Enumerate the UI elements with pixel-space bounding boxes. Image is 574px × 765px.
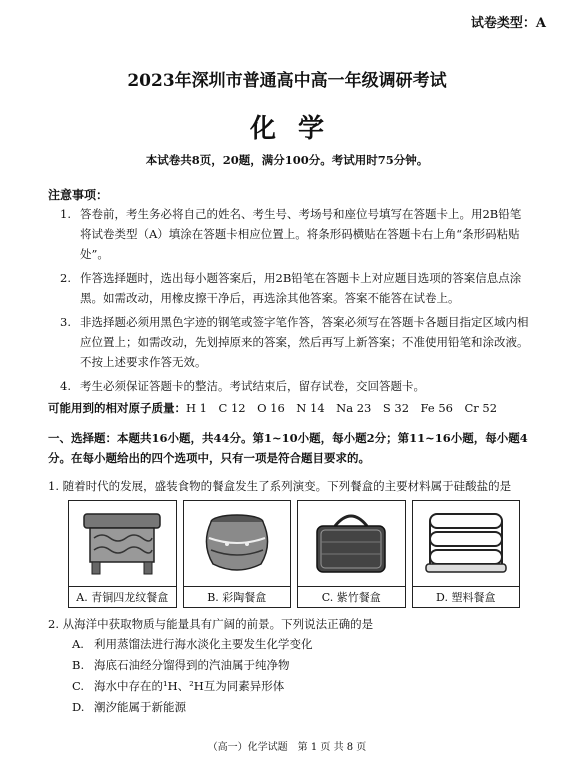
notice-item: 2. 作答选择题时，选出每小题答案后，用2B铅笔在答题卡上对应题目选项的答案信息点涂黑。如需改动，用橡皮擦干净后，再选涂其他答案。答案不能答在试卷上。: [60, 271, 522, 305]
question-1-stem: 1. 随着时代的发展，盛装食物的餐盒发生了系列演变。下列餐盒的主要材料属于硅酸盐的是: [48, 479, 512, 493]
pottery-bowl-icon: [187, 504, 287, 584]
question-2-stem: 2. 从海洋中获取物质与能量具有广阔的前景。下列说法正确的是: [48, 617, 374, 631]
notice-heading: 注意事项：: [48, 188, 109, 202]
option-d-label: D. 塑料餐盒: [413, 586, 520, 607]
option-a-label: A. 青铜四龙纹餐盒: [69, 586, 176, 607]
page-footer: （高一）化学试题 第 1 页 共 8 页: [207, 742, 367, 753]
option-b-box: [183, 500, 292, 608]
option-d-box: [412, 500, 521, 608]
section-heading: 一、选择题：本题共16小题，共44分。第1~10小题，每小题2分；第11~16小题，每小题4分。在每小题给出的四个选项中，只有一项是符合题目要求的。: [48, 431, 528, 465]
atomic-masses-label: 可能用到的相对原子质量：: [48, 401, 186, 415]
atomic-masses-values: H 1 C 12 O 16 N 14 Na 23 S 32 Fe 56 Cr 52: [186, 401, 498, 415]
option-a: A. 利用蒸馏法进行海水淡化主要发生化学变化: [72, 637, 313, 651]
exam-title: 2023年深圳市普通高中高一年级调研考试: [127, 71, 447, 91]
option-c-label: C. 紫竹餐盒: [298, 586, 405, 607]
question-1-options: [68, 500, 520, 608]
option-d: D. 潮汐能属于新能源: [72, 700, 186, 714]
option-c: C. 海水中存在的¹H、²H互为同素异形体: [72, 679, 285, 693]
option-b: B. 海底石油经分馏得到的汽油属于纯净物: [72, 658, 290, 672]
bamboo-basket-icon: [301, 504, 401, 584]
option-b-label: B. 彩陶餐盒: [184, 586, 291, 607]
subject-title: 化学: [249, 114, 346, 144]
question-2-options: [72, 634, 313, 718]
notice-item: 4. 考生必须保证答题卡的整洁。考试结束后，留存试卷，交回答题卡。: [60, 379, 425, 393]
notice-list: [60, 204, 530, 400]
notice-item: 3. 非选择题必须用黑色字迹的钢笔或签字笔作答，答案必须写在答题卡各题目指定区域内相应位置上；如需改动，先划掉原来的答案，然后再写上新答案；不准使用铅笔和涂改液。不按上述要求作答无效。: [60, 315, 529, 369]
plastic-container-icon: [416, 504, 516, 584]
option-a-box: [68, 500, 177, 608]
exam-info: 本试卷共8页，20题，满分100分。考试用时75分钟。: [145, 153, 429, 167]
bronze-box-icon: [72, 504, 172, 584]
atomic-masses: [48, 400, 497, 416]
paper-type-label: 试卷类型：A: [470, 16, 546, 31]
notice-item: 1. 答卷前，考生务必将自己的姓名、考生号、考场号和座位号填写在答题卡上。用2B铅笔将试卷类型（A）填涂在答题卡相应位置上。将条形码横贴在答题卡右上角“条形码粘贴处”。: [60, 207, 522, 261]
option-c-box: [297, 500, 406, 608]
